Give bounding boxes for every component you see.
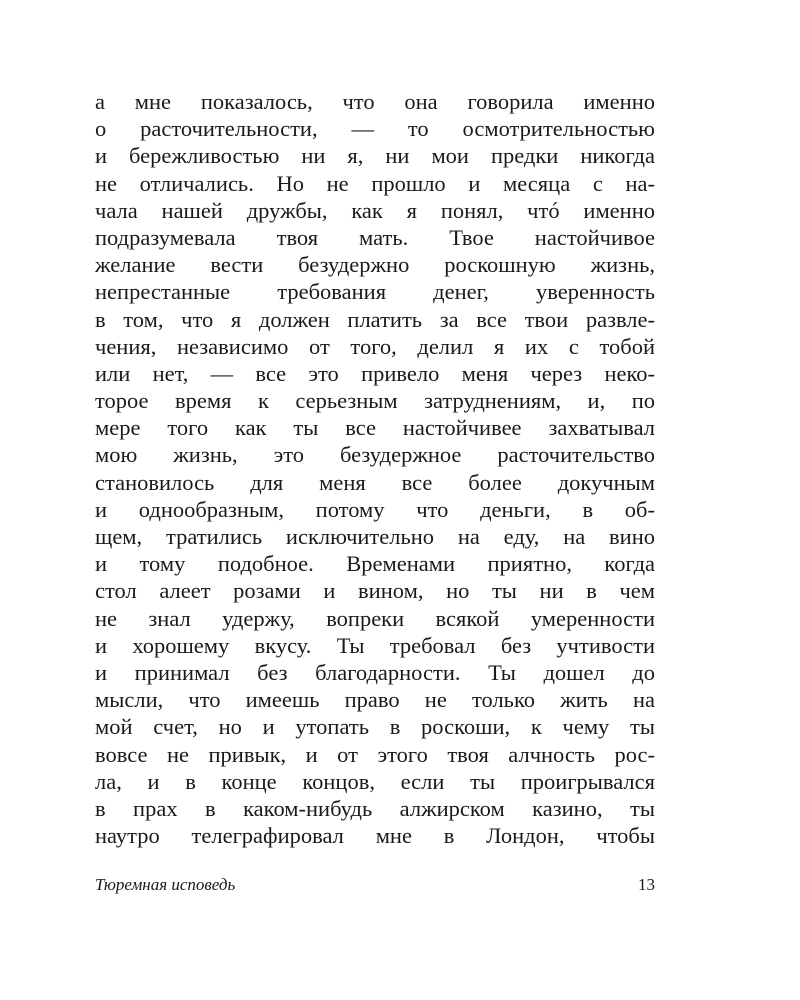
text-line: или нет, — все это привело меня через неко-: [95, 360, 655, 386]
page-footer: [95, 872, 655, 898]
text-line: мысли, что имеешь право не только жить на: [95, 687, 655, 713]
page-number: 13: [638, 875, 655, 894]
text-line: подразумевала твоя мать. Твое настойчивое: [95, 224, 655, 250]
text-line: о расточительности, — то осмотрительностью: [95, 116, 655, 142]
text-line: ла, и в конце концов, если ты проигрывался: [95, 768, 655, 794]
text-line: торое время к серьезным затруднениям, и, по: [95, 388, 655, 414]
text-line: мою жизнь, это безудержное расточительство: [95, 442, 655, 468]
text-line: стол алеет розами и вином, но ты ни в чем: [95, 578, 655, 604]
text-line: и хорошему вкусу. Ты требовал без учтивости: [95, 632, 655, 658]
text-line: и бережливостью ни я, ни мои предки никогда: [95, 143, 655, 169]
text-line: не знал удержу, вопреки всякой умеренности: [95, 605, 655, 631]
text-line: и однообразным, потому что деньги, в об-: [95, 496, 655, 522]
text-line: не отличались. Но не прошло и месяца с на-: [95, 170, 655, 196]
running-title: Тюремная исповедь: [95, 875, 236, 894]
text-line: и тому подобное. Временами приятно, когда: [95, 551, 655, 577]
text-line: непрестанные требования денег, уверенность: [95, 279, 655, 305]
text-line: желание вести безудержно роскошную жизнь,: [95, 252, 655, 278]
text-line: а мне показалось, что она говорила именно: [95, 89, 655, 114]
text-line: чения, независимо от того, делил я их с тобой: [95, 333, 655, 359]
text-line: вовсе не привык, и от этого твоя алчность рос-: [95, 741, 655, 767]
text-line: становилось для меня все более докучным: [95, 469, 655, 495]
text-line: и принимал без благодарности. Ты дошел до: [95, 659, 655, 685]
text-line: щем, тратились исключительно на еду, на вино: [95, 524, 655, 549]
text-line: наутро телеграфировал мне в Лондон, чтобы: [95, 823, 655, 849]
text-line: в том, что я должен платить за все твои развле-: [95, 306, 655, 332]
text-line: мере того как ты все настойчивее захватывал: [95, 415, 655, 441]
text-line: мой счет, но и утопать в роскоши, к чему ты: [95, 714, 655, 740]
text-line: в прах в каком-нибудь алжирском казино, ты: [95, 795, 655, 821]
text-line: чала нашей дружбы, как я понял, чтó именно: [95, 197, 655, 223]
body-text: [95, 88, 655, 849]
